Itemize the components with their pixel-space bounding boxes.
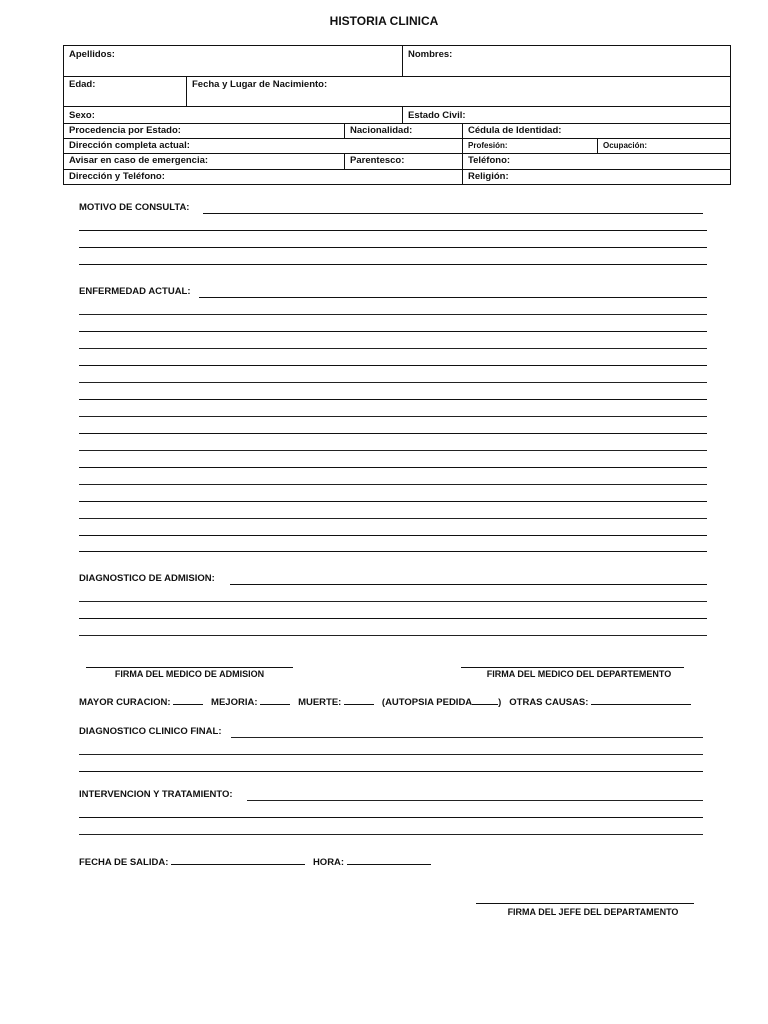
grid-line [64,123,730,124]
diagnostico-final-line[interactable] [79,754,703,755]
enfermedad-line[interactable] [79,518,707,519]
edad-label: Edad: [69,79,96,90]
intervencion-line[interactable] [79,817,703,818]
grid-line [402,46,403,76]
fecha-salida-blank[interactable] [171,864,305,865]
enfermedad-actual-label: ENFERMEDAD ACTUAL: [79,286,191,297]
motivo-line[interactable] [79,247,707,248]
enfermedad-line[interactable] [79,331,707,332]
enfermedad-line[interactable] [79,365,707,366]
hora-label: HORA: [312,857,345,868]
enfermedad-line[interactable] [79,501,707,502]
muerte-blank[interactable] [344,704,374,705]
apellidos-label: Apellidos: [69,49,115,60]
firma-departamento-line[interactable] [461,667,684,668]
muerte-label: MUERTE: [298,697,342,708]
grid-line [597,138,598,153]
ocupacion-label: Ocupación: [603,141,648,150]
direccion-actual-label: Dirección completa actual: [69,140,190,151]
direccion-telefono-label: Dirección y Teléfono: [69,171,165,182]
nacionalidad-label: Nacionalidad: [350,125,413,136]
cedula-label: Cédula de Identidad: [468,125,562,136]
enfermedad-line[interactable] [79,433,707,434]
autopsia-label: (AUTOPSIA PEDIDA [381,697,473,708]
grid-line [462,123,463,185]
autopsia-close: ) [498,697,502,708]
motivo-line[interactable] [203,213,703,214]
avisar-emergencia-label: Avisar en caso de emergencia: [69,155,209,166]
diagnostico-final-line[interactable] [231,737,703,738]
enfermedad-line[interactable] [79,416,707,417]
fecha-lugar-nacimiento-label: Fecha y Lugar de Nacimiento: [192,79,328,90]
otras-causas-blank[interactable] [591,704,691,705]
autopsia-blank[interactable] [472,704,498,705]
enfermedad-line[interactable] [79,484,707,485]
mayor-curacion-blank[interactable] [173,704,203,705]
firma-jefe-line[interactable] [476,903,694,904]
fecha-salida-label: FECHA DE SALIDA: [79,857,169,868]
grid-line [344,123,345,138]
diagnostico-admision-line[interactable] [79,601,707,602]
enfermedad-line[interactable] [79,450,707,451]
firma-admision-line[interactable] [86,667,293,668]
intervencion-line[interactable] [79,834,703,835]
enfermedad-line[interactable] [79,467,707,468]
grid-line [64,76,730,77]
firma-admision-label: FIRMA DEL MEDICO DE ADMISION [114,669,265,679]
enfermedad-line[interactable] [79,551,707,552]
procedencia-label: Procedencia por Estado: [69,125,181,136]
nombres-label: Nombres: [408,49,453,60]
enfermedad-line[interactable] [79,314,707,315]
diagnostico-admision-line[interactable] [230,584,707,585]
grid-line [64,153,730,154]
motivo-line[interactable] [79,264,707,265]
firma-departamento-label: FIRMA DEL MEDICO DEL DEPARTEMENTO [486,669,672,679]
diagnostico-final-label: DIAGNOSTICO CLINICO FINAL: [79,726,222,737]
motivo-line[interactable] [79,230,707,231]
religion-label: Religión: [468,171,509,182]
outcome-row [79,697,691,708]
mejoria-label: MEJORIA: [211,697,258,708]
diagnostico-admision-label: DIAGNOSTICO DE ADMISION: [79,573,215,584]
mayor-curacion-label: MAYOR CURACION: [79,697,171,708]
diagnostico-admision-line[interactable] [79,618,707,619]
enfermedad-line[interactable] [79,382,707,383]
grid-line [402,106,403,123]
grid-line [64,138,730,139]
grid-line [186,76,187,106]
grid-line [64,169,730,170]
mejoria-blank[interactable] [260,704,290,705]
enfermedad-line[interactable] [79,535,707,536]
patient-info-grid [63,45,731,185]
parentesco-label: Parentesco: [350,155,405,166]
firma-jefe-label: FIRMA DEL JEFE DEL DEPARTAMENTO [507,907,679,917]
grid-line [344,153,345,169]
hora-blank[interactable] [347,864,431,865]
diagnostico-final-line[interactable] [79,771,703,772]
otras-causas-label: OTRAS CAUSAS: [509,697,589,708]
estado-civil-label: Estado Civil: [408,110,466,121]
intervencion-line[interactable] [247,800,703,801]
motivo-consulta-label: MOTIVO DE CONSULTA: [79,202,190,213]
salida-row [79,857,431,868]
telefono-label: Teléfono: [468,155,511,166]
page-title: HISTORIA CLINICA [329,14,439,28]
enfermedad-line[interactable] [199,297,707,298]
grid-line [64,106,730,107]
intervencion-label: INTERVENCION Y TRATAMIENTO: [79,789,233,800]
enfermedad-line[interactable] [79,348,707,349]
enfermedad-line[interactable] [79,399,707,400]
sexo-label: Sexo: [69,110,95,121]
profesion-label: Profesión: [468,141,508,150]
diagnostico-admision-line[interactable] [79,635,707,636]
